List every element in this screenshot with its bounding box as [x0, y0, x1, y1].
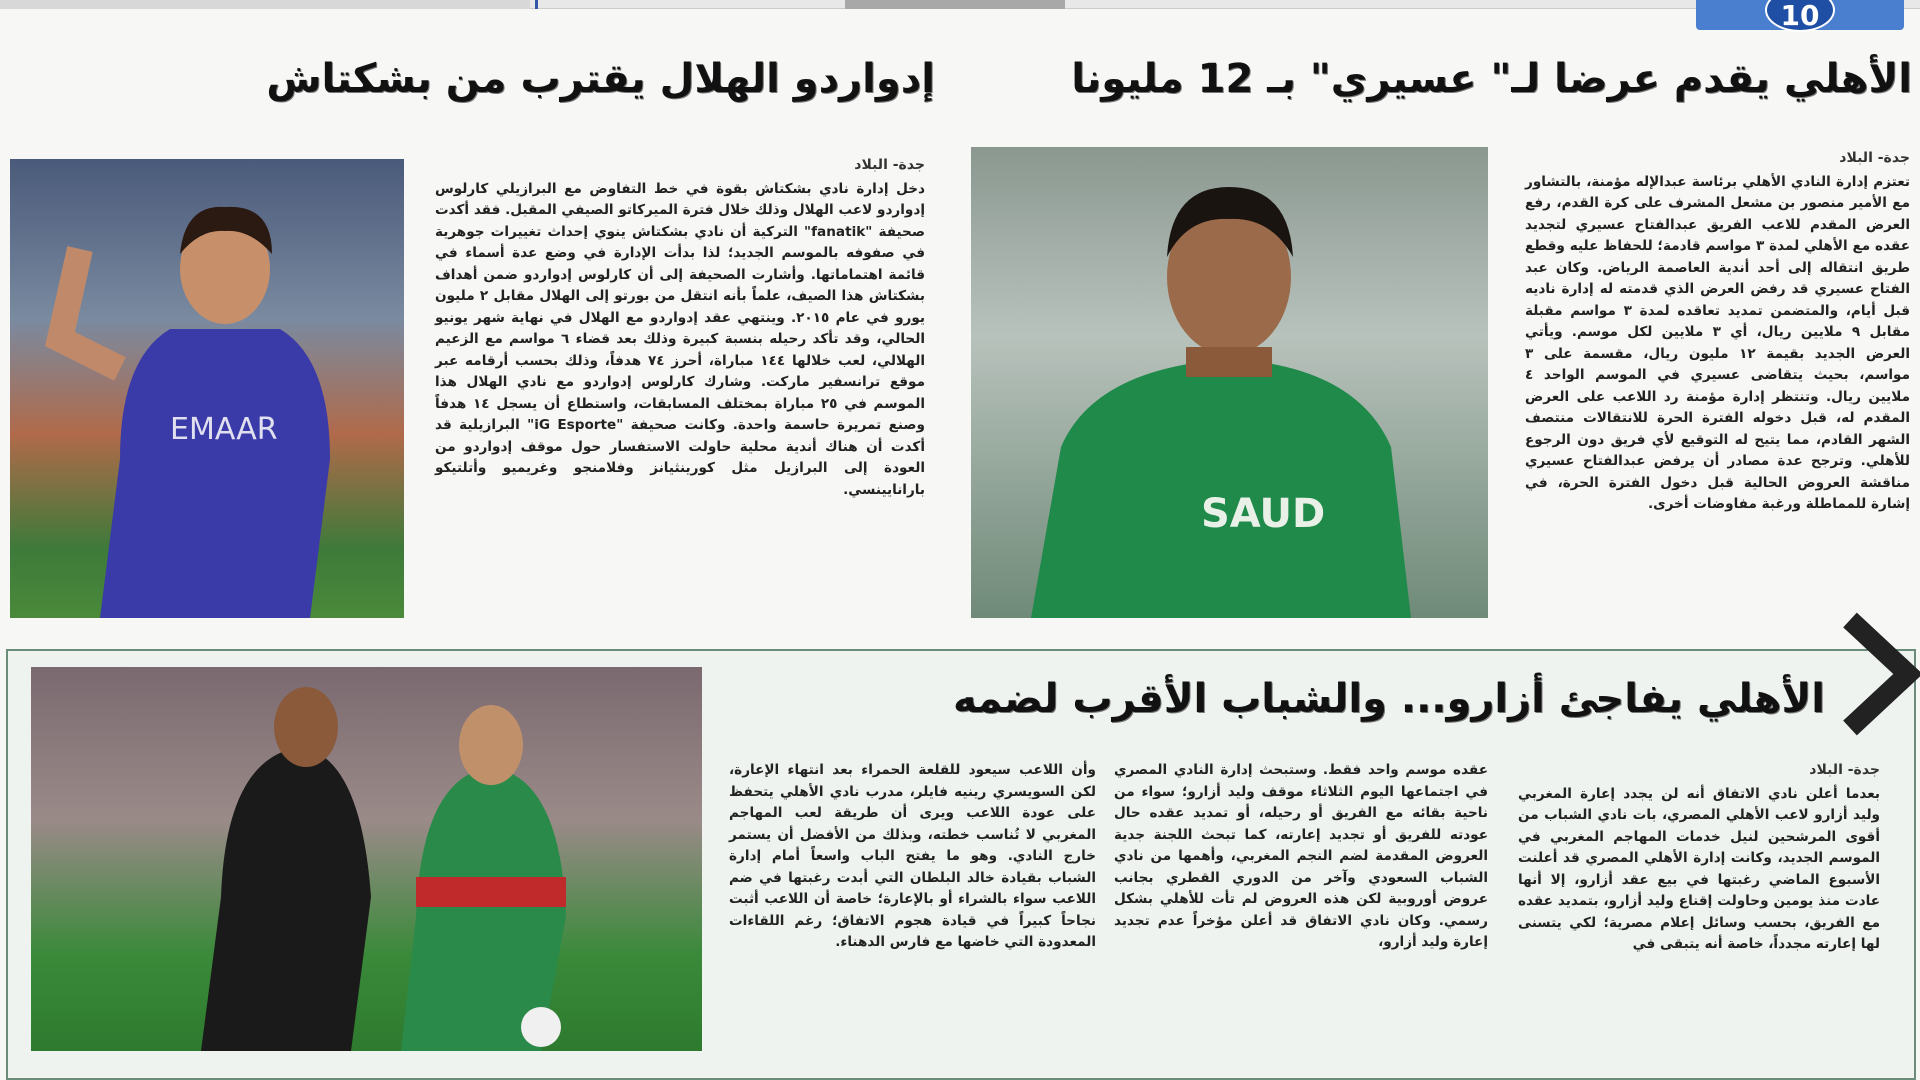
- article-text: بعدما أعلن نادي الاتفاق أنه لن يجدد إعارة المغربي وليد أزارو لاعب الأهلي المصري، بات نادي الشباب من أقوى المرشحين لنيل خدمات المهاجم المغربي في الموسم الجديد، وكانت إدارة الأهلي المصري قد أعلنت الأسبوع الماضي رغبتها في بيع عقد أزارو، إلا أنها عادت منذ يومين وحاولت إقناع وليد أزارو، بتمديد عقده مع الفريق، بحسب وسائل إعلام مصرية؛ لكي يتسنى لها إعارته مجدداً، خاصة أنه يتبقى في: [1518, 785, 1880, 952]
- dateline: جدة- البلاد: [1839, 150, 1910, 166]
- svg-text:SAUD: SAUD: [1201, 491, 1326, 537]
- article-ahli-azaro-col1: [1518, 760, 1880, 956]
- player-silhouette-icon: [971, 147, 1488, 618]
- photo-azaro: [31, 667, 702, 1051]
- page-number: 10: [1765, 0, 1835, 32]
- article-ahli-azaro-col2: عقده موسم واحد فقط. وستبحث إدارة النادي المصري في اجتماعها اليوم الثلاثاء موقف وليد أزارو؛ سواء من ناحية بقائه مع الفريق أو رحيله، أو تمديد عقده حال عودته للفريق أو تجديد إعارته، كما تبحث اللجنة جدية العروض المقدمة لضم النجم المغربي، وأهمها من نادي الشباب السعودي وآخر من الدوري القطري بجانب عروض أوروبية لكن هذه العروض لم تأت للأهلي بشكل رسمي. وكان نادي الاتفاق قد أعلن مؤخراً عدم تجديد إعارة وليد أزارو،: [1114, 762, 1488, 950]
- svg-text:EMAAR: EMAAR: [170, 412, 278, 447]
- photo-eduardo: [10, 159, 404, 618]
- dateline: جدة- البلاد: [1809, 762, 1880, 778]
- player-silhouette-icon: [10, 159, 404, 618]
- dateline: جدة- البلاد: [854, 157, 925, 173]
- article-hilal-eduardo-body: [435, 155, 925, 501]
- headline-hilal-eduardo: إدواردو الهلال يقترب من بشكتاش: [266, 56, 935, 102]
- next-page-button[interactable]: [1830, 612, 1920, 736]
- strip-segment: [845, 0, 1065, 9]
- headline-ahli-asiri: الأهلي يقدم عرضا لـ" عسيري" بـ 12 مليونا: [1071, 56, 1912, 102]
- article-ahli-asiri-body: [1525, 148, 1910, 516]
- strip-divider: [535, 0, 538, 9]
- article-text: تعتزم إدارة النادي الأهلي برئاسة عبدالإله مؤمنة، بالتشاور مع الأمير منصور بن مشعل المشرف على كرة القدم، رفع العرض المقدم للاعب الفريق عبدالفتاح عسيري لتجديد عقده مع الأهلي لمدة ٣ مواسم قادمة؛ للحفاظ عليه وقطع طريق انتقاله إلى أحد أندية العاصمة الرياض. وكان عبد الفتاح عسيري قد رفض العرض الذي قدمته له إدارة ناديه قبل أيام، والمتضمن تمديد تعاقده لمدة ٣ مواسم مقبلة مقابل ٩ ملايين ريال، أي ٣ ملايين لكل موسم. ويأتي العرض الجديد بقيمة ١٢ مليون ريال، مقسمة على ٣ مواسم، بحيث يتقاضى عسيري في الموسم الواحد ٤ ملايين ريال. وتنتظر إدارة مؤمنة رد اللاعب على العرض المقدم له، قبل دخوله الفترة الحرة للانتقالات منتصف الشهر القادم، مما يتيح له التوقيع لأي فريق دون الرجوع للأهلي. وترجح عدة مصادر أن يرفض عبدالفتاح عسيري مناقشة العروض الحالية قبل دخول الفترة الحرة، في إشارة للمماطلة ورغبة مفاوضات أخرى.: [1525, 173, 1911, 512]
- article-text: دخل إدارة نادي بشكتاش بقوة في خط التفاوض مع البرازيلي كارلوس إدواردو لاعب الهلال وذلك خلال فترة الميركاتو الصيفي المقبل. فقد أكدت صحيفة "fanatik" التركية أن نادي بشكتاش ينوي إحداث تغييرات جوهرية في صفوفه بالموسم الجديد؛ لذا بدأت الإدارة في وضع عدة أسماء في قائمة اهتماماتها. وأشارت الصحيفة إلى أن كارلوس إدواردو ضمن أهداف بشكتاش هذا الصيف، علماً بأنه انتقل من بورتو إلى الهلال مقابل ٢ مليون يورو في عام ٢٠١٥. وينتهي عقد إدواردو مع الهلال في نهاية شهر يونيو الحالي، وقد تأكد رحيله بنسبة كبيرة وذلك بعد قضاء ٦ مواسم مع الزعيم الهلالي، لعب خلالها ١٤٤ مباراة، أحرز ٧٤ هدفاً، وذلك بحسب أرقامه عبر موقع ترانسفير ماركت. وشارك كارلوس إدواردو مع نادي الهلال هذا الموسم في ٢٥ مباراة بمختلف المسابقات، واستطاع أن يسجل ١٤ هدفاً وصنع تمريرة حاسمة واحدة. وكانت صحيفة "iG Esporte" البرازيلية قد أكدت أن هناك أندية محلية حاولت الاستفسار حول موقف إدواردو من العودة إلى البرازيل مثل كورينثيانز وفلامنجو وغريميو وأتلتيكو بارانايينسي.: [435, 180, 925, 498]
- top-strip: [0, 0, 1920, 9]
- headline-ahli-azaro: الأهلي يفاجئ أزارو... والشباب الأقرب لضمه: [952, 676, 1825, 722]
- article-ahli-azaro-col3: وأن اللاعب سيعود للقلعة الحمراء بعد انتهاء الإعارة، لكن السويسري رينيه فايلر، مدرب نادي الأهلي يتحفظ على عودة اللاعب ويرى أن طريقة لعب المهاجم المغربي لا تُناسب خطته، وبذلك من الأفضل أن يستمر خارج النادي. وهو ما يفتح الباب واسعاً أمام إدارة الشباب بقيادة خالد البلطان التي أبدت رغبتها في ضم اللاعب سواء بالشراء أو بالإعارة؛ خاصة أن اللاعب أثبت نجاحاً كبيراً في قيادة هجوم الاتفاق؛ رغم اللقاءات المعدودة التي خاضها مع فارس الدهناء.: [729, 762, 1096, 950]
- photo-asiri: [971, 147, 1488, 618]
- chevron-right-icon: [1830, 612, 1920, 736]
- strip-segment: [0, 0, 530, 9]
- players-silhouette-icon: [31, 667, 702, 1051]
